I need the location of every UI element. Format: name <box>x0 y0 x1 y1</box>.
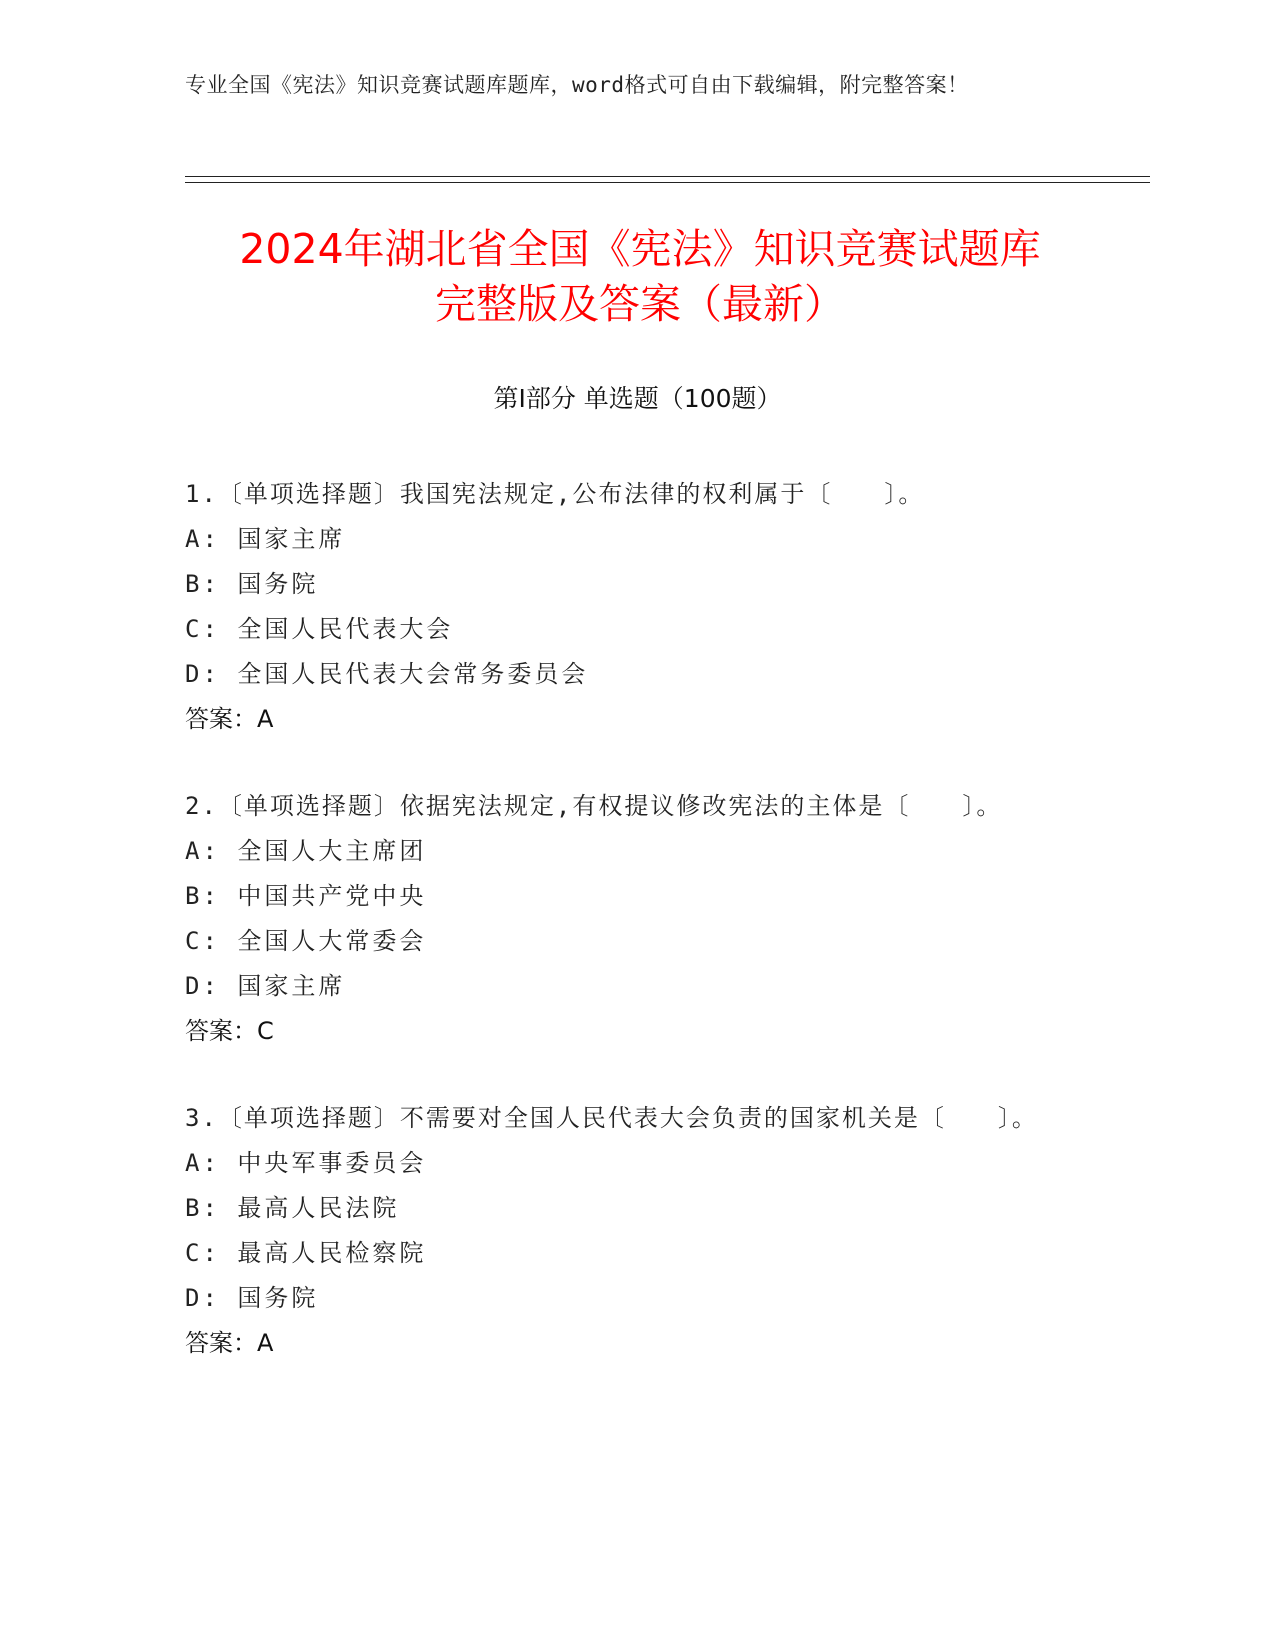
answer: 答案：C <box>185 1017 274 1045</box>
header-note: 专业全国《宪法》知识竞赛试题库题库，word格式可自由下载编辑，附完整答案！ <box>185 73 969 97</box>
option-b: B: 最高人民法院 <box>185 1194 400 1222</box>
answer: 答案：A <box>185 705 274 733</box>
option-d: D: 全国人民代表大会常务委员会 <box>185 660 589 688</box>
document-title <box>150 222 1130 332</box>
document-title-line-2: 完整版及答案（最新） <box>435 280 845 328</box>
option-b: B: 中国共产党中央 <box>185 882 427 910</box>
option-c: C: 全国人大常委会 <box>185 927 427 955</box>
option-d: D: 国家主席 <box>185 972 346 1000</box>
question-2 <box>185 784 1045 1054</box>
option-d: D: 国务院 <box>185 1284 319 1312</box>
question-stem: 3.〔单项选择题〕不需要对全国人民代表大会负责的国家机关是〔 〕。 <box>185 1104 1038 1132</box>
section-title: 第I部分 单选题（100题） <box>493 384 782 413</box>
question-3 <box>185 1096 1045 1366</box>
question-1 <box>185 472 1045 742</box>
option-c: C: 全国人民代表大会 <box>185 615 454 643</box>
option-b: B: 国务院 <box>185 570 319 598</box>
question-list <box>185 472 1045 1408</box>
option-a: A: 中央军事委员会 <box>185 1149 427 1177</box>
question-stem: 2.〔单项选择题〕依据宪法规定,有权提议修改宪法的主体是〔 〕。 <box>185 792 1003 820</box>
option-a: A: 国家主席 <box>185 525 346 553</box>
option-c: C: 最高人民检察院 <box>185 1239 427 1267</box>
header-divider <box>185 176 1150 183</box>
document-title-line-1: 2024年湖北省全国《宪法》知识竞赛试题库 <box>239 225 1041 273</box>
question-stem: 1.〔单项选择题〕我国宪法规定,公布法律的权利属于〔 〕。 <box>185 480 925 508</box>
option-a: A: 全国人大主席团 <box>185 837 427 865</box>
answer: 答案：A <box>185 1329 274 1357</box>
